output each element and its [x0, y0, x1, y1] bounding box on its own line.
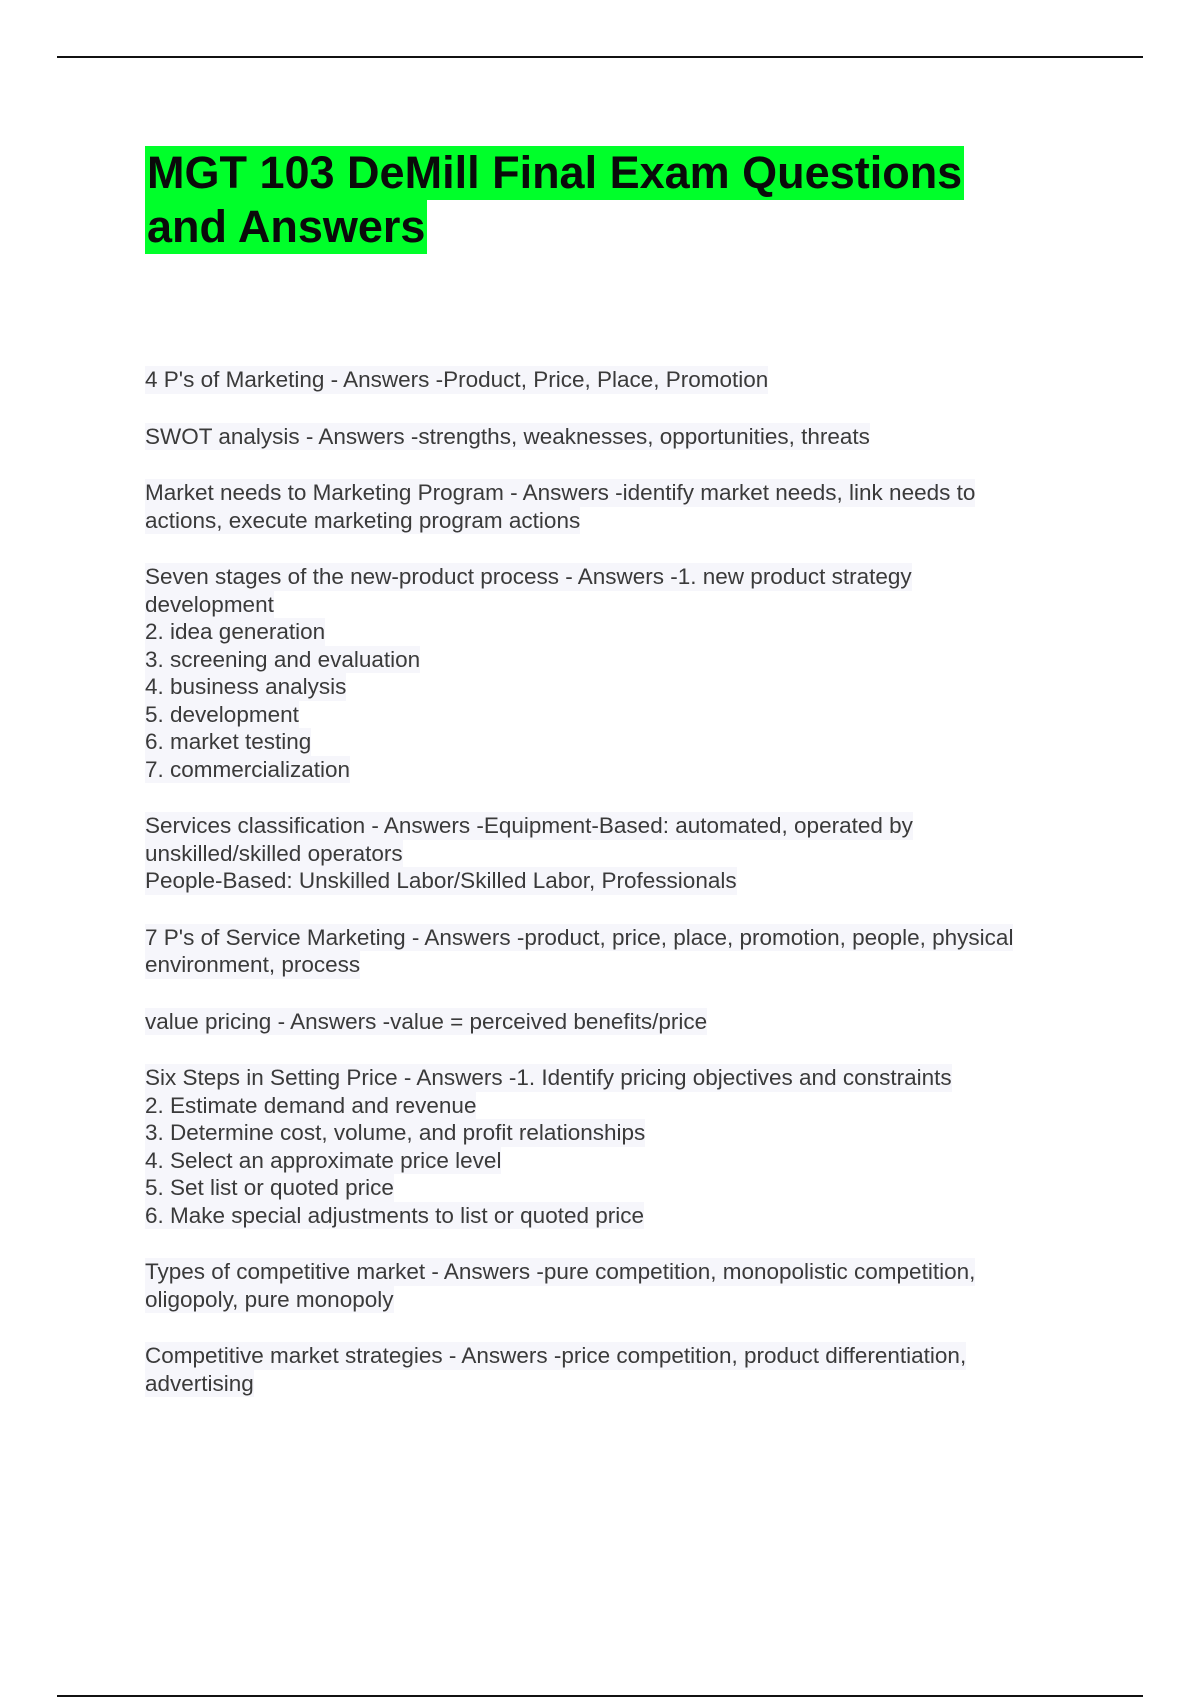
- qa-line: 6. market testing: [145, 729, 312, 754]
- qa-entry: [145, 423, 1085, 451]
- qa-entry: [145, 812, 1085, 895]
- qa-line: Competitive market strategies - Answers -price competition, product differentiation,: [145, 1343, 967, 1368]
- qa-entry: [145, 1008, 1085, 1036]
- qa-line: Six Steps in Setting Price - Answers -1. Identify pricing objectives and constraints: [145, 1065, 952, 1090]
- document-title: [145, 146, 1085, 254]
- qa-line: 4. business analysis: [145, 674, 347, 699]
- qa-line: advertising: [145, 1370, 254, 1396]
- qa-line: 7. commercialization: [145, 756, 351, 782]
- qa-line: 3. Determine cost, volume, and profit relationships: [145, 1120, 646, 1145]
- qa-line: 2. Estimate demand and revenue: [145, 1092, 477, 1118]
- top-rule: [57, 56, 1143, 58]
- qa-line: 2. idea generation: [145, 619, 326, 644]
- qa-line: 4. Select an approximate price level: [145, 1147, 502, 1173]
- qa-list: [145, 366, 1085, 1426]
- qa-line: Services classification - Answers -Equipment-Based: automated, operated by: [145, 813, 913, 838]
- qa-entry: [145, 1342, 1085, 1397]
- qa-line: Seven stages of the new-product process - Answers -1. new product strategy: [145, 564, 912, 589]
- qa-line: 5. development: [145, 701, 299, 727]
- qa-entry: [145, 479, 1085, 534]
- qa-line: 4 P's of Marketing - Answers -Product, Price, Place, Promotion: [145, 367, 769, 392]
- qa-line: oligopoly, pure monopoly: [145, 1286, 394, 1312]
- qa-line: environment, process: [145, 952, 361, 977]
- qa-line: Market needs to Marketing Program - Answers -identify market needs, link needs to: [145, 480, 976, 505]
- qa-line: Types of competitive market - Answers -pure competition, monopolistic competition,: [145, 1259, 976, 1284]
- qa-line: 5. Set list or quoted price: [145, 1175, 394, 1200]
- qa-line: development: [145, 591, 274, 617]
- title-line: MGT 103 DeMill Final Exam Questions: [147, 147, 963, 198]
- qa-entry: [145, 366, 1085, 394]
- qa-line: People-Based: Unskilled Labor/Skilled Labor, Professionals: [145, 868, 737, 893]
- qa-entry: [145, 1258, 1085, 1313]
- qa-line: 3. screening and evaluation: [145, 646, 421, 672]
- bottom-rule: [57, 1695, 1143, 1697]
- qa-line: 7 P's of Service Marketing - Answers -product, price, place, promotion, people, physical: [145, 924, 1014, 950]
- qa-line: SWOT analysis - Answers -strengths, weaknesses, opportunities, threats: [145, 423, 870, 449]
- qa-entry: [145, 924, 1085, 979]
- qa-entry: [145, 1064, 1085, 1229]
- qa-line: value pricing - Answers -value = perceived benefits/price: [145, 1008, 708, 1034]
- title-line: and Answers: [147, 201, 426, 252]
- qa-line: unskilled/skilled operators: [145, 840, 403, 866]
- qa-line: actions, execute marketing program actions: [145, 507, 581, 533]
- qa-entry: [145, 563, 1085, 783]
- qa-line: 6. Make special adjustments to list or quoted price: [145, 1202, 644, 1228]
